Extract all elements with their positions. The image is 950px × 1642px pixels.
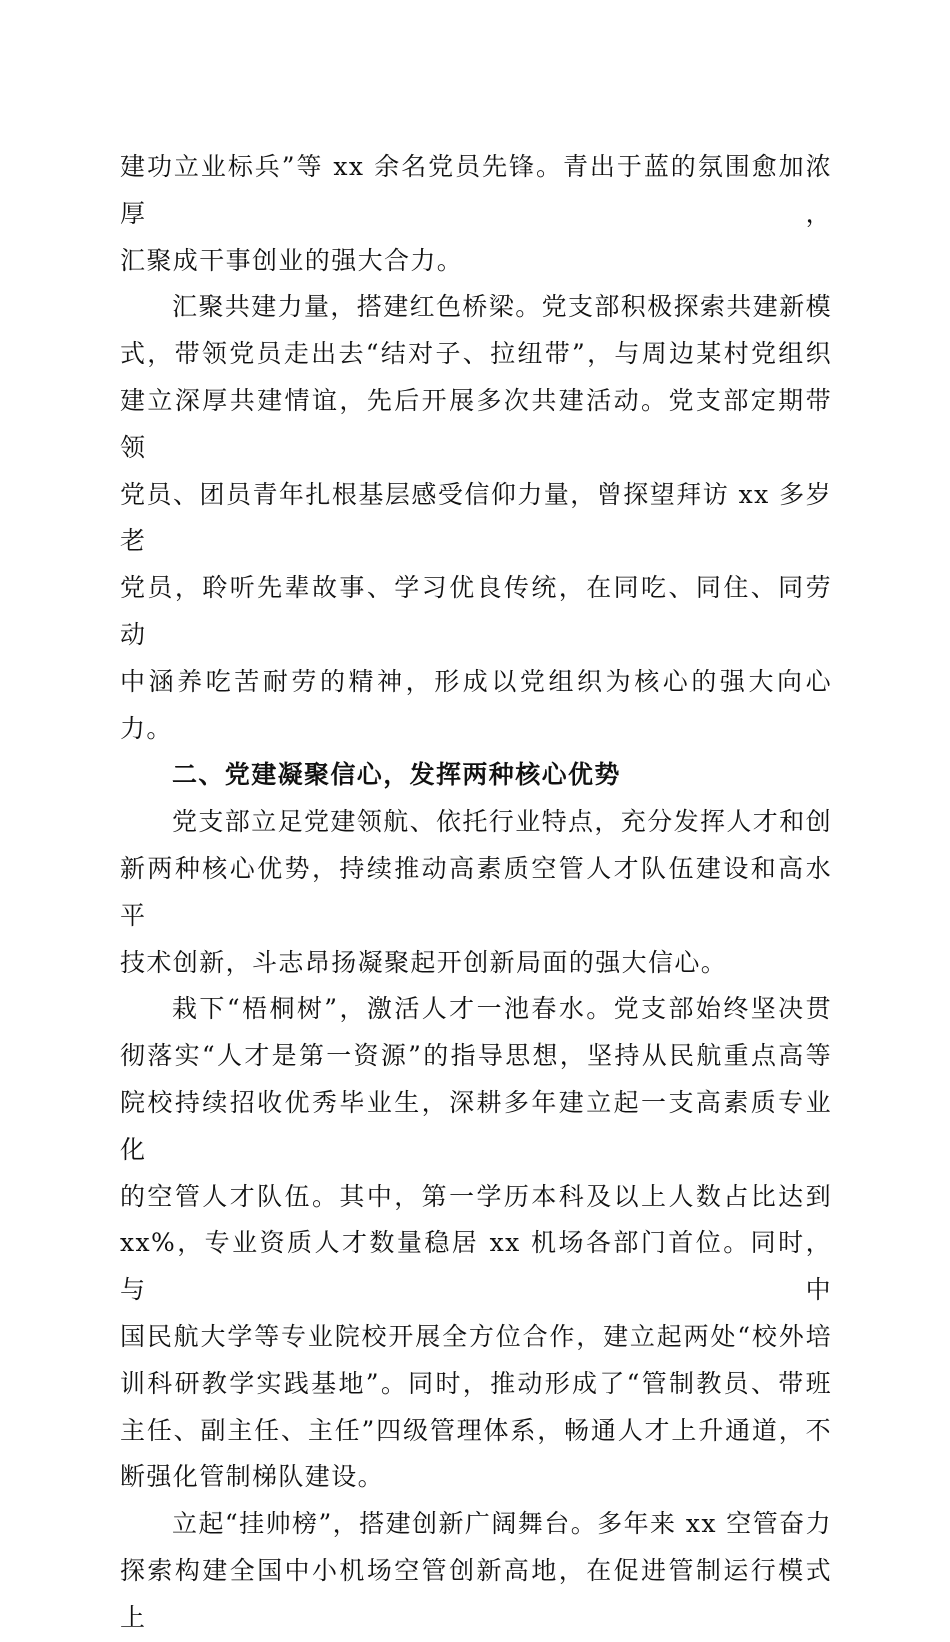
paragraph-continued: [120, 144, 832, 284]
text-line: 式，带领党员走出去“结对子、拉纽带”，与周边某村党组织: [120, 339, 832, 369]
section-heading: [120, 752, 832, 799]
text-line: 技术创新，斗志昂扬凝聚起开创新局面的强大信心。: [120, 947, 728, 977]
text-line: 党员、团员青年扎根基层感受信仰力量，曾探望拜访 xx 多岁老: [120, 479, 832, 556]
text-line: 中涵养吃苦耐劳的精神，形成以党组织为核心的强大向心力。: [120, 666, 832, 743]
paragraph-innovation: [120, 1501, 832, 1641]
text-line: 党支部立足党建领航、依托行业特点，充分发挥人才和创: [172, 807, 833, 837]
text-line: 党员，聆听先辈故事、学习优良传统，在同吃、同住、同劳动: [120, 573, 832, 649]
paragraph-co-building: [120, 284, 832, 752]
text-line: 新两种核心优势，持续推动高素质空管人才队伍建设和高水平: [120, 853, 832, 930]
text-line: 栽下“梧桐树”，激活人才一池春水。党支部始终坚决贯: [172, 994, 832, 1024]
text-line: 院校持续招收优秀毕业生，深耕多年建立起一支高素质专业化: [120, 1087, 832, 1164]
text-line: 国民航大学等专业院校开展全方位合作，建立起两处“校外培: [120, 1321, 832, 1351]
text-line: 主任、副主任、主任”四级管理体系，畅通人才上升通道，不: [120, 1415, 832, 1445]
document-body: [120, 144, 832, 1642]
text-line: 彻落实“人才是第一资源”的指导思想，坚持从民航重点高等: [120, 1041, 832, 1071]
paragraph-talent: [120, 986, 832, 1501]
text-line: 建立深厚共建情谊，先后开展多次共建活动。党支部定期带领: [120, 385, 832, 462]
text-line: 探索构建全国中小机场空管创新高地，在促进管制运行模式上: [120, 1555, 832, 1632]
heading-text: 二、党建凝聚信心，发挥两种核心优势: [172, 760, 621, 790]
text-line: 汇聚共建力量，搭建红色桥梁。党支部积极探索共建新模: [172, 292, 833, 322]
text-line: 的空管人才队伍。其中，第一学历本科及以上人数占比达到: [120, 1181, 832, 1211]
text-line: xx%，专业资质人才数量稳居 xx 机场各部门首位。同时，与中: [120, 1228, 832, 1305]
text-line: 建功立业标兵”等 xx 余名党员先锋。青出于蓝的氛围愈加浓厚，: [120, 152, 832, 228]
paragraph-intro: [120, 799, 832, 986]
text-line: 立起“挂帅榜”，搭建创新广阔舞台。多年来 xx 空管奋力: [172, 1509, 832, 1539]
text-line: 训科研教学实践基地”。同时，推动形成了“管制教员、带班: [120, 1368, 832, 1398]
text-line: 断强化管制梯队建设。: [120, 1462, 385, 1492]
text-line: 汇聚成干事创业的强大合力。: [120, 245, 464, 275]
